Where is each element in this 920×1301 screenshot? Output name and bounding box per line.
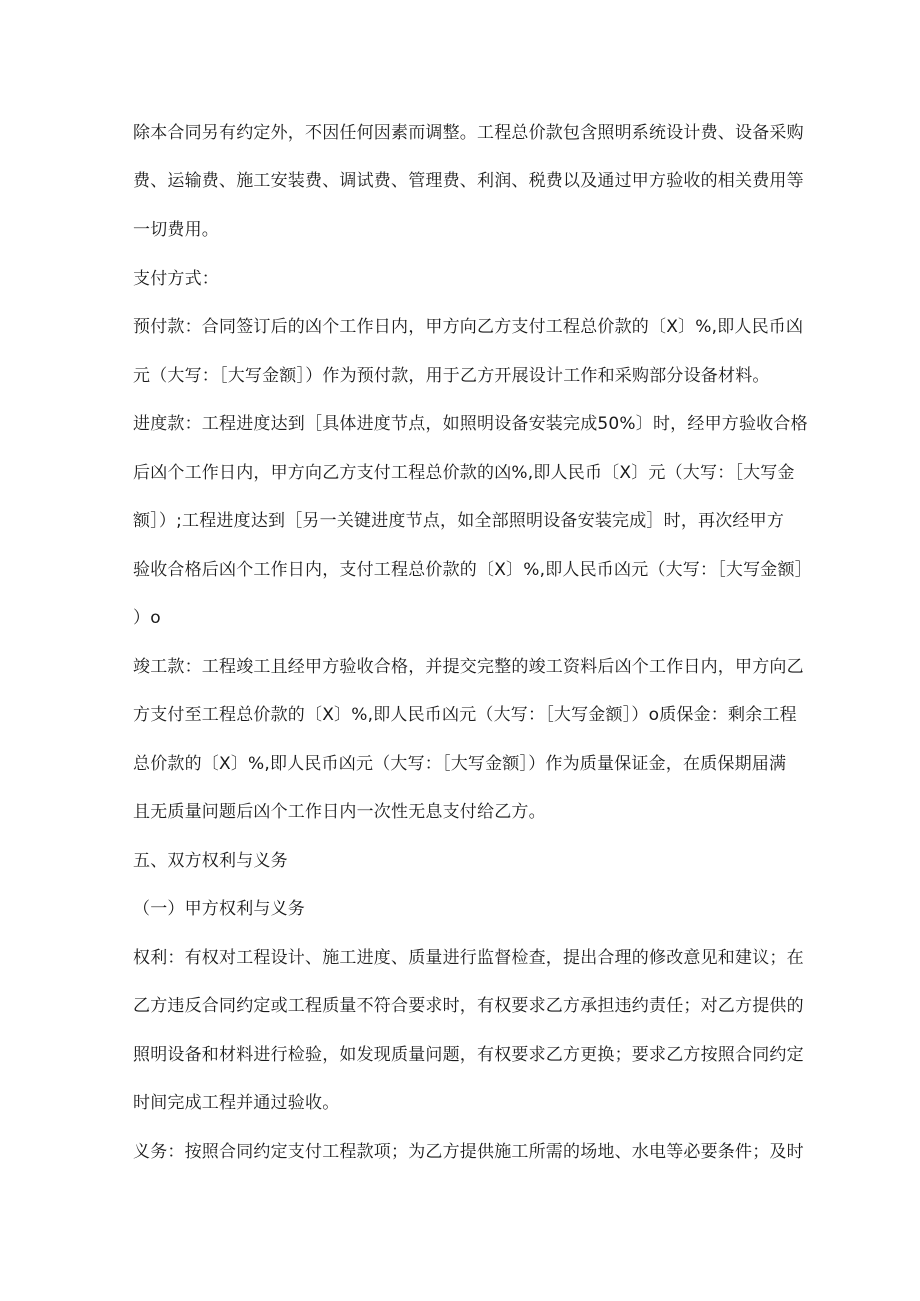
text-line-15: 且无质量问题后凶个工作日内一次性无息支付给乙方。	[133, 802, 546, 822]
text-line-5: 预付款：合同签订后的凶个工作日内，甲方向乙方支付工程总价款的〔X〕%,即人民币凶	[133, 317, 804, 337]
text-line-11: ）o	[133, 608, 161, 628]
text-line-10: 验收合格后凶个工作日内，支付工程总价款的〔X〕%,即人民币凶元（大写：［大写金额］	[133, 560, 812, 580]
text-line-3: 一切费用。	[133, 220, 219, 240]
text-line-7: 进度款：工程进度达到［具体进度节点，如照明设备安装完成50%〕时，经甲方验收合格	[133, 414, 808, 434]
section-heading-rights-obligations: 五、双方权利与义务	[133, 851, 288, 871]
text-line-21: 时间完成工程并通过验收。	[133, 1093, 340, 1113]
text-line-8: 后凶个工作日内，甲方向乙方支付工程总价款的凶%,即人民币〔X〕元（大写：［大写金	[133, 463, 795, 483]
subsection-heading-party-a: （一）甲方权利与义务	[133, 899, 305, 919]
text-line-1: 除本合同另有约定外，不因任何因素而调整。工程总价款包含照明系统设计费、设备采购	[133, 123, 804, 143]
text-line-18: 权利：有权对工程设计、施工进度、质量进行监督检查，提出合理的修改意见和建议；在	[133, 948, 804, 968]
text-line-19: 乙方违反合同约定或工程质量不符合要求时，有权要求乙方承担违约责任；对乙方提供的	[133, 996, 804, 1016]
text-line-22: 义务：按照合同约定支付工程款项；为乙方提供施工所需的场地、水电等必要条件；及时	[133, 1142, 804, 1162]
text-line-9: 额］）;工程进度达到［另一关键进度节点，如全部照明设备安装完成］时，再次经甲方	[133, 511, 785, 531]
text-line-14: 总价款的〔X〕%,即人民币凶元（大写：［大写金额］）作为质量保证金，在质保期届满	[133, 754, 787, 774]
text-line-20: 照明设备和材料进行检验，如发现质量问题，有权要求乙方更换；要求乙方按照合同约定	[133, 1045, 804, 1065]
text-line-2: 费、运输费、施工安装费、调试费、管理费、利润、税费以及通过甲方验收的相关费用等	[133, 171, 804, 191]
text-line-6: 元（大写：［大写金额］）作为预付款，用于乙方开展设计工作和采购部分设备材料。	[133, 366, 770, 386]
text-line-payment-heading: 支付方式：	[133, 269, 219, 289]
text-line-12: 竣工款：工程竣工且经甲方验收合格，并提交完整的竣工资料后凶个工作日内，甲方向乙	[133, 657, 804, 677]
text-line-13: 方支付至工程总价款的〔X〕%,即人民币凶元（大写：［大写金额］）o质保金：剩余工程	[133, 705, 797, 725]
